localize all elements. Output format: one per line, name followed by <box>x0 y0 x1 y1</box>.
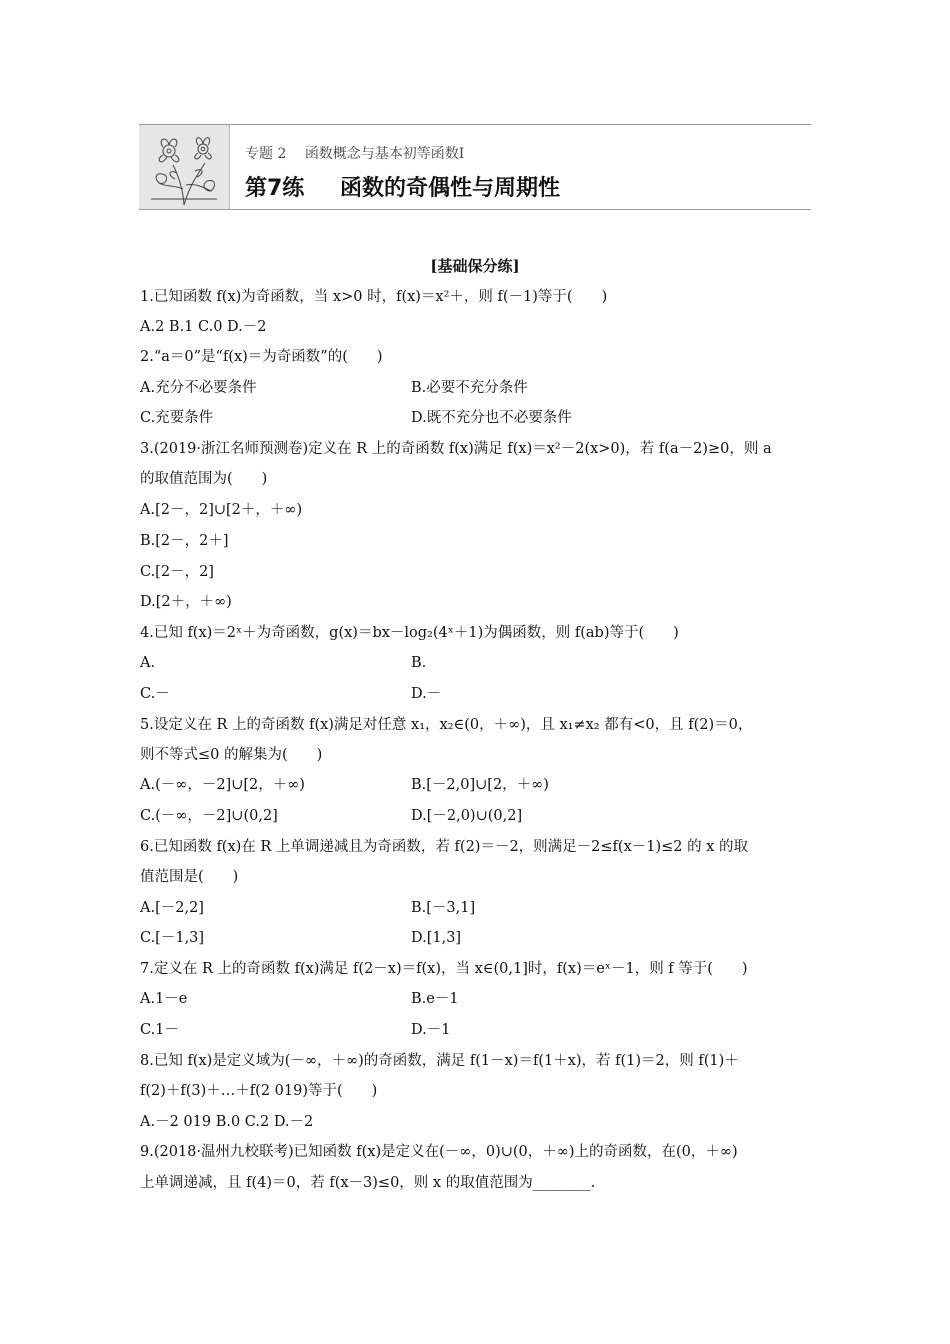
question-7: 7.定义在 R 上的奇函数 f(x)满足 f(2－x)＝f(x)，当 x∈(0,1]时，f(x)＝eˣ－1，则 f 等于( ) <box>140 961 748 977</box>
option-b: B.[－3,1] <box>411 900 476 916</box>
question-5: 5.设定义在 R 上的奇函数 f(x)满足对任意 x₁，x₂∈(0，＋∞)，且 x₁≠x₂ 都有<0，且 f(2)＝0， <box>140 717 753 733</box>
question-9: 9.(2018·温州九校联考)已知函数 f(x)是定义在(－∞，0)∪(0，＋∞)上的奇函数，在(0，＋∞) <box>140 1144 738 1160</box>
option-a: A.[2－，2]∪[2＋，＋∞) <box>140 502 303 518</box>
option-b: B.必要不充分条件 <box>411 380 528 396</box>
page-header <box>139 124 811 210</box>
option-d: D.[－2,0)∪(0,2] <box>411 808 523 824</box>
option-c: C.1－ <box>140 1022 179 1038</box>
lesson-number: 第7练 <box>245 176 305 201</box>
section-heading: [基础保分练] <box>430 257 520 275</box>
question-5-cont: 则不等式≤0 的解集为( ) <box>140 747 323 763</box>
option-b: B.[－2,0]∪[2，＋∞) <box>411 777 549 793</box>
lesson-name: 函数的奇偶性与周期性 <box>339 176 560 201</box>
question-3-cont: 的取值范围为( ) <box>140 471 268 487</box>
option-c: C.－ <box>140 686 170 702</box>
option-a: A.充分不必要条件 <box>140 380 257 396</box>
question-3: 3.(2019·浙江名师预测卷)定义在 R 上的奇函数 f(x)满足 f(x)＝x²－2(x>0)，若 f(a－2)≥0，则 a <box>140 441 772 457</box>
flower-icon <box>139 125 229 209</box>
question-8-cont: f(2)＋f(3)＋…＋f(2 019)等于( ) <box>140 1083 378 1099</box>
option-c: C.[2－，2] <box>140 564 214 580</box>
question-4: 4.已知 f(x)＝2ˣ＋为奇函数，g(x)＝bx－log₂(4ˣ＋1)为偶函数，则 f(ab)等于( ) <box>140 625 679 641</box>
question-2: 2.“a＝0”是“f(x)＝为奇函数”的( ) <box>140 349 383 365</box>
question-8-options: A.－2 019 B.0 C.2 D.－2 <box>140 1114 314 1130</box>
option-d: D.－1 <box>411 1022 451 1038</box>
option-c: C.[－1,3] <box>140 930 205 946</box>
question-9-cont: 上单调递减，且 f(4)＝0，若 f(x－3)≤0，则 x 的取值范围为________. <box>140 1175 596 1191</box>
option-b: B.e－1 <box>411 991 459 1007</box>
option-d: D.既不充分也不必要条件 <box>411 410 572 426</box>
series-line <box>245 143 478 163</box>
lesson-title <box>245 171 560 202</box>
option-b: B.[2－，2＋] <box>140 533 229 549</box>
option-a: A.(－∞，－2]∪[2，＋∞) <box>140 777 305 793</box>
option-a: A. <box>140 655 156 671</box>
option-d: D.[2＋，＋∞) <box>140 594 232 610</box>
option-d: D.－ <box>411 686 442 702</box>
question-1-options: A.2 B.1 C.0 D.－2 <box>140 319 267 335</box>
series-label: 专题 2 <box>245 146 287 162</box>
option-d: D.[1,3] <box>411 930 462 946</box>
question-1: 1.已知函数 f(x)为奇函数，当 x>0 时，f(x)＝x²＋，则 f(－1)等于( ) <box>140 289 608 305</box>
option-a: A.1－e <box>140 991 188 1007</box>
option-c: C.(－∞，－2]∪(0,2] <box>140 808 278 824</box>
question-6: 6.已知函数 f(x)在 R 上单调递减且为奇函数，若 f(2)＝－2，则满足－2≤f(x－1)≤2 的 x 的取 <box>140 839 749 855</box>
flower-illustration <box>139 125 230 209</box>
question-8: 8.已知 f(x)是定义域为(－∞，＋∞)的奇函数，满足 f(1－x)＝f(1＋x)，若 f(1)＝2，则 f(1)＋ <box>140 1053 739 1069</box>
option-c: C.充要条件 <box>140 410 214 426</box>
option-a: A.[－2,2] <box>140 900 204 916</box>
question-6-cont: 值范围是( ) <box>140 869 239 885</box>
option-b: B. <box>411 655 427 671</box>
series-title: 函数概念与基本初等函数Ⅰ <box>304 146 465 162</box>
